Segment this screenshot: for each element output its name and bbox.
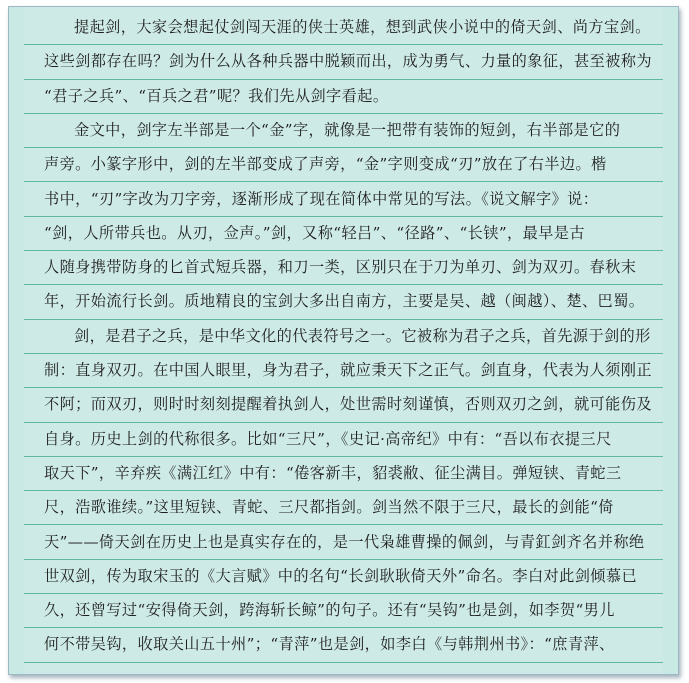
- text-line: 金文中，剑字左半部是一个“金”字，就像是一把带有装饰的短剑，右半部是它的: [24, 114, 663, 148]
- text-line: “君子之兵”、“百兵之君”呢？我们先从剑字看起。: [24, 80, 663, 114]
- text-line: 不阿；而双刃，则时时刻刻提醒着执剑人，处世需时刻谨慎，否则双刃之剑，就可能伤及: [24, 388, 663, 422]
- text-line: 这些剑都存在吗？剑为什么从各种兵器中脱颖而出，成为勇气、力量的象征，甚至被称为: [24, 45, 663, 79]
- text-line: 提起剑，大家会想起仗剑闯天涯的侠士英雄，想到武侠小说中的倚天剑、尚方宝剑。: [24, 11, 663, 45]
- text-line: 声旁。小篆字形中，剑的左半部变成了声旁，“金”字则变成“刃”放在了右半边。楷: [24, 148, 663, 182]
- text-line: 久，还曾写过“安得倚天剑，跨海斩长鲸”的句子。还有“吴钩”也是剑，如李贺“男儿: [24, 594, 663, 628]
- text-line: “剑，人所带兵也。从刃，佥声。”剑，又称“轻吕”、“径路”、“长铗”，最早是古: [24, 217, 663, 251]
- text-line: 人随身携带防身的匕首式短兵器，和刀一类，区别只在于刀为单刃、剑为双刃。春秋末: [24, 251, 663, 285]
- page-frame: [8, 6, 679, 675]
- text-line: 年，开始流行长剑。质地精良的宝剑大多出自南方，主要是吴、越（闽越）、楚、巴蜀。: [24, 285, 663, 319]
- text-line: 制：直身双刃。在中国人眼里，身为君子，就应秉天下之正气。剑直身，代表为人须刚正: [24, 354, 663, 388]
- text-line: 取天下”，辛弃疾《满江红》中有：“倦客新丰，貂裘敝、征尘满目。弹短铗、青蛇三: [24, 457, 663, 491]
- text-line: 何不带吴钩，收取关山五十州”；“青萍”也是剑，如李白《与韩荆州书》：“庶青萍、: [24, 628, 663, 662]
- text-line: 尺，浩歌谁续。”这里短铗、青蛇、三尺都指剑。剑当然不限于三尺，最长的剑能“倚: [24, 491, 663, 525]
- text-page: [24, 7, 663, 674]
- text-line: 书中，“刃”字改为刀字旁，逐渐形成了现在简体中常见的写法。《说文解字》说：: [24, 183, 663, 217]
- text-line: 自身。历史上剑的代称很多。比如“三尺”，《史记·高帝纪》中有：“吾以布衣提三尺: [24, 423, 663, 457]
- text-line: 世双剑，传为取宋玉的《大言赋》中的名句“长剑耿耿倚天外”命名。李白对此剑倾慕已: [24, 560, 663, 594]
- text-line: 剑，是君子之兵，是中华文化的代表符号之一。它被称为君子之兵，首先源于剑的形: [24, 320, 663, 354]
- text-line: 天”——倚天剑在历史上也是真实存在的，是一代枭雄曹操的佩剑，与青釭剑齐名并称绝: [24, 526, 663, 560]
